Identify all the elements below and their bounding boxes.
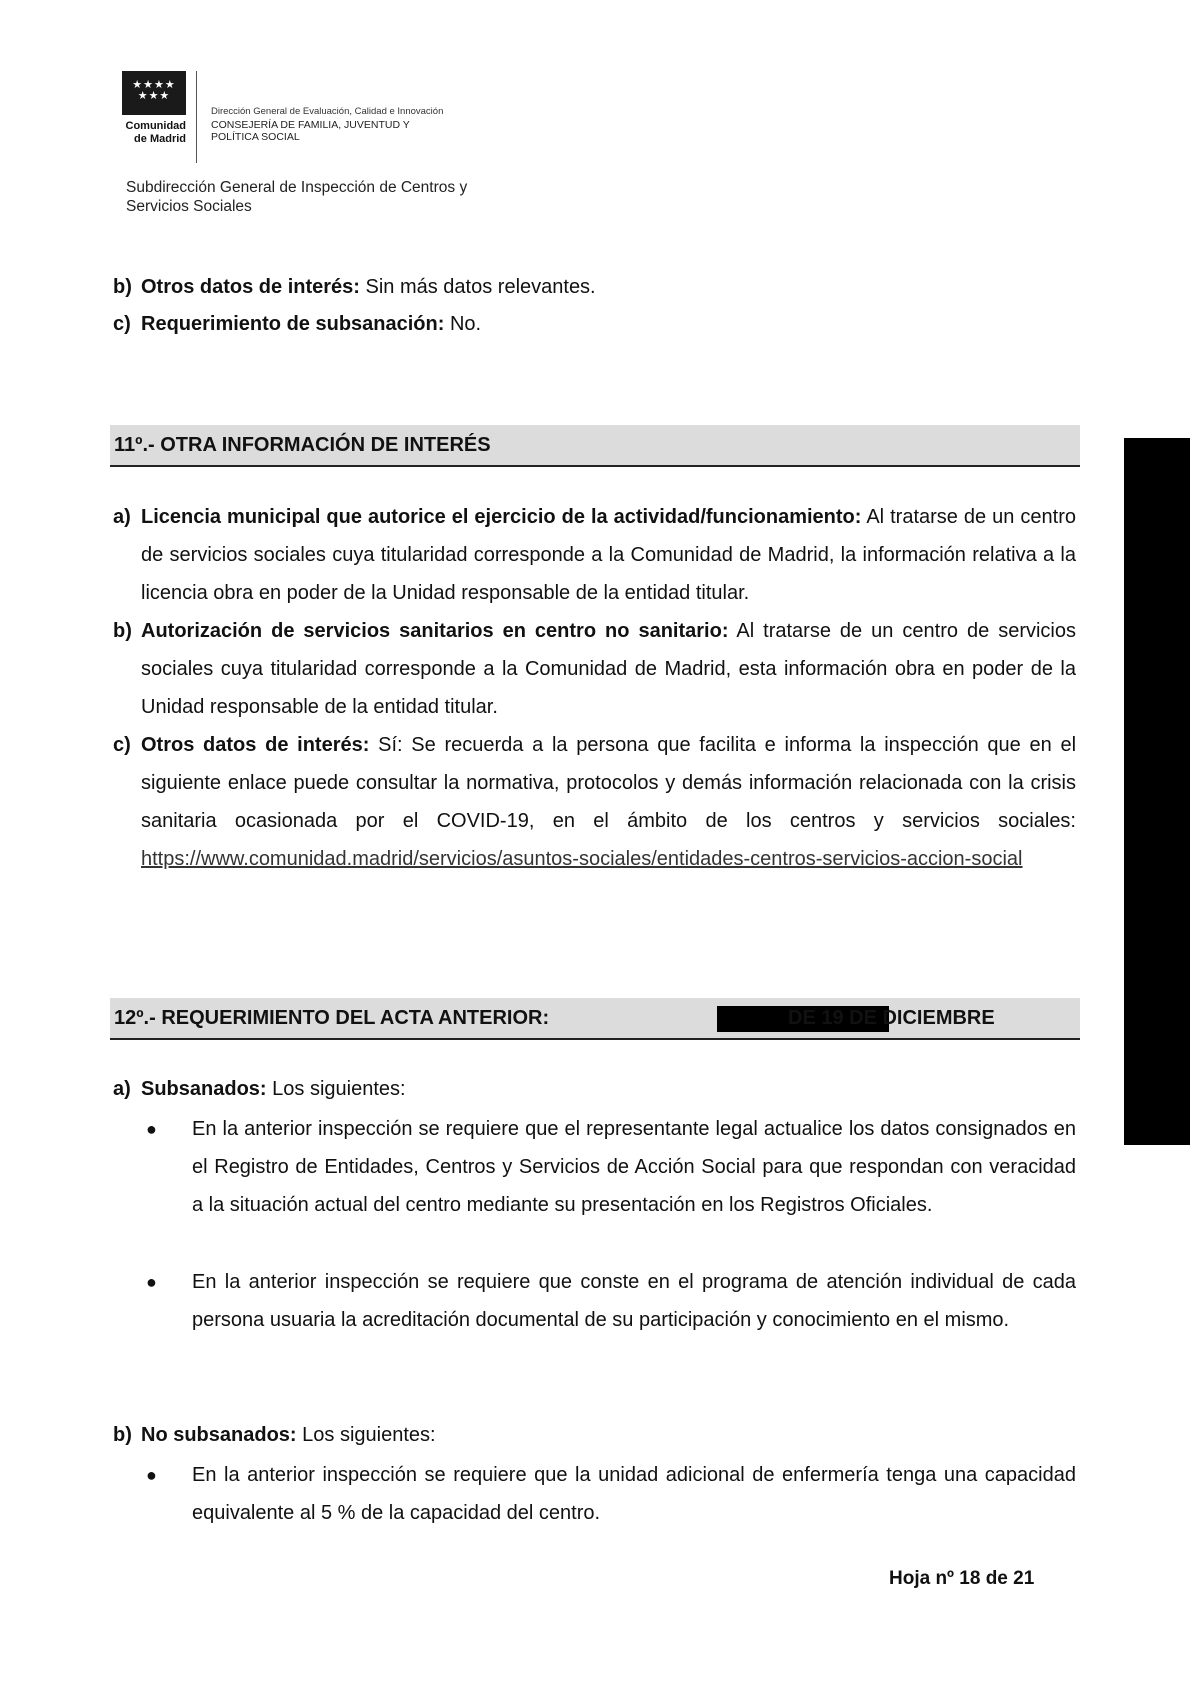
s12-a-text: Los siguientes: — [272, 1078, 406, 1100]
intro-b-line — [141, 275, 596, 299]
s11-b-text: Al tratarse de un centro de servicios sociales cuya titularidad corresponde a la Comunidad de Madrid, esta información obra en poder de la Unidad responsable de la entidad titular. — [141, 620, 1076, 718]
s11-b-title: Autorización de servicios sanitarios en centro no sanitario: — [141, 620, 729, 642]
page-current: 18 — [959, 1568, 981, 1589]
s11-c-paragraph — [141, 726, 1076, 878]
page-number — [889, 1567, 1034, 1591]
s11-a-text: Al tratarse de un centro de servicios sociales cuya titularidad corresponde a la Comunidad de Madrid, la información relativa a la licencia obra en poder de la Unidad responsable de la entidad titular. — [141, 506, 1077, 604]
logo-name: Comunidad de Madrid — [125, 120, 186, 145]
bullet-icon: ● — [146, 1465, 157, 1485]
s11-a-label: a) — [113, 506, 131, 528]
bullet-icon: ● — [146, 1272, 157, 1292]
section-12-header — [110, 998, 1080, 1040]
s12-a-item: En la anterior inspección se requiere que conste en el programa de atención individual de cada persona usuaria la acreditación documental de su participación y conocimiento en el mismo. — [192, 1271, 1076, 1331]
intro-b-label: b) — [113, 276, 132, 298]
s11-c-label: c) — [113, 734, 131, 756]
stars-icon: ★★★★ ★★★ — [132, 78, 176, 102]
madrid-flag-icon — [122, 71, 186, 115]
s12-a-title: Subsanados: — [141, 1078, 267, 1100]
s12-b-item: En la anterior inspección se requiere que la unidad adicional de enfermería tenga una capacidad equivalente al 5 % de la capacidad del centro. — [192, 1464, 1076, 1524]
s12-b-label: b) — [113, 1424, 132, 1446]
page-of: de — [985, 1568, 1008, 1589]
intro-c-title: Requerimiento de subsanación: — [141, 313, 445, 335]
intro-c-line — [141, 312, 481, 336]
s11-b-paragraph — [141, 612, 1076, 726]
intro-c-label: c) — [113, 313, 131, 335]
s12-b-line — [141, 1423, 436, 1447]
s11-c-title: Otros datos de interés: — [141, 734, 370, 756]
s11-c-text: Sí: Se recuerda a la persona que facilita e informa la inspección que en el siguiente enlace puede consultar la normativa, protocolos y demás información relacionada con la crisis sanitaria ocasionada por el COVID-19, en el ámbito de los centros y servicios sociales: — [141, 734, 1077, 832]
comunidad-madrid-logo — [122, 71, 186, 143]
header-divider — [196, 71, 197, 163]
section-12-title: 12º.- REQUERIMIENTO DEL ACTA ANTERIOR: — [114, 1007, 550, 1029]
s12-a-item: En la anterior inspección se requiere que el representante legal actualice los datos consignados en el Registro de Entidades, Centros y Servicios de Acción Social para que respondan con veracidad a la situación actual del centro mediante su presentación en los Registros Oficiales. — [192, 1118, 1076, 1216]
s11-b-label: b) — [113, 620, 132, 642]
section-11-title: 11º.- OTRA INFORMACIÓN DE INTERÉS — [114, 434, 491, 456]
s11-a-paragraph — [141, 498, 1076, 612]
org-block — [211, 106, 451, 143]
subdirection-name: Subdirección General de Inspección de Centros y Servicios Sociales — [126, 179, 468, 215]
intro-b-title: Otros datos de interés: — [141, 276, 360, 298]
s12-b-text: Los siguientes: — [302, 1424, 436, 1446]
s12-a-label: a) — [113, 1078, 131, 1100]
direction-name: Dirección General de Evaluación, Calidad e Innovación — [211, 106, 444, 117]
covid-info-link[interactable]: https://www.comunidad.madrid/servicios/asuntos-sociales/entidades-centros-servicios-accion-social — [141, 848, 1023, 870]
bullet-icon: ● — [146, 1119, 157, 1139]
intro-b-text: Sin más datos relevantes. — [365, 276, 596, 298]
page-label: Hoja nº — [889, 1568, 954, 1589]
s11-a-title: Licencia municipal que autorice el ejercicio de la actividad/funcionamiento: — [141, 506, 862, 528]
section-11-header — [110, 425, 1080, 467]
intro-c-text: No. — [449, 313, 482, 335]
margin-redaction-bar — [1124, 438, 1190, 1145]
s12-b-title: No subsanados: — [141, 1424, 297, 1446]
department-name: CONSEJERÍA DE FAMILIA, JUVENTUD Y POLÍTICA SOCIAL — [211, 119, 410, 143]
s12-a-line — [141, 1077, 406, 1101]
page-total: 21 — [1013, 1568, 1035, 1589]
section-12-title-suffix: DE 19 DE DICIEMBRE — [788, 1007, 995, 1029]
